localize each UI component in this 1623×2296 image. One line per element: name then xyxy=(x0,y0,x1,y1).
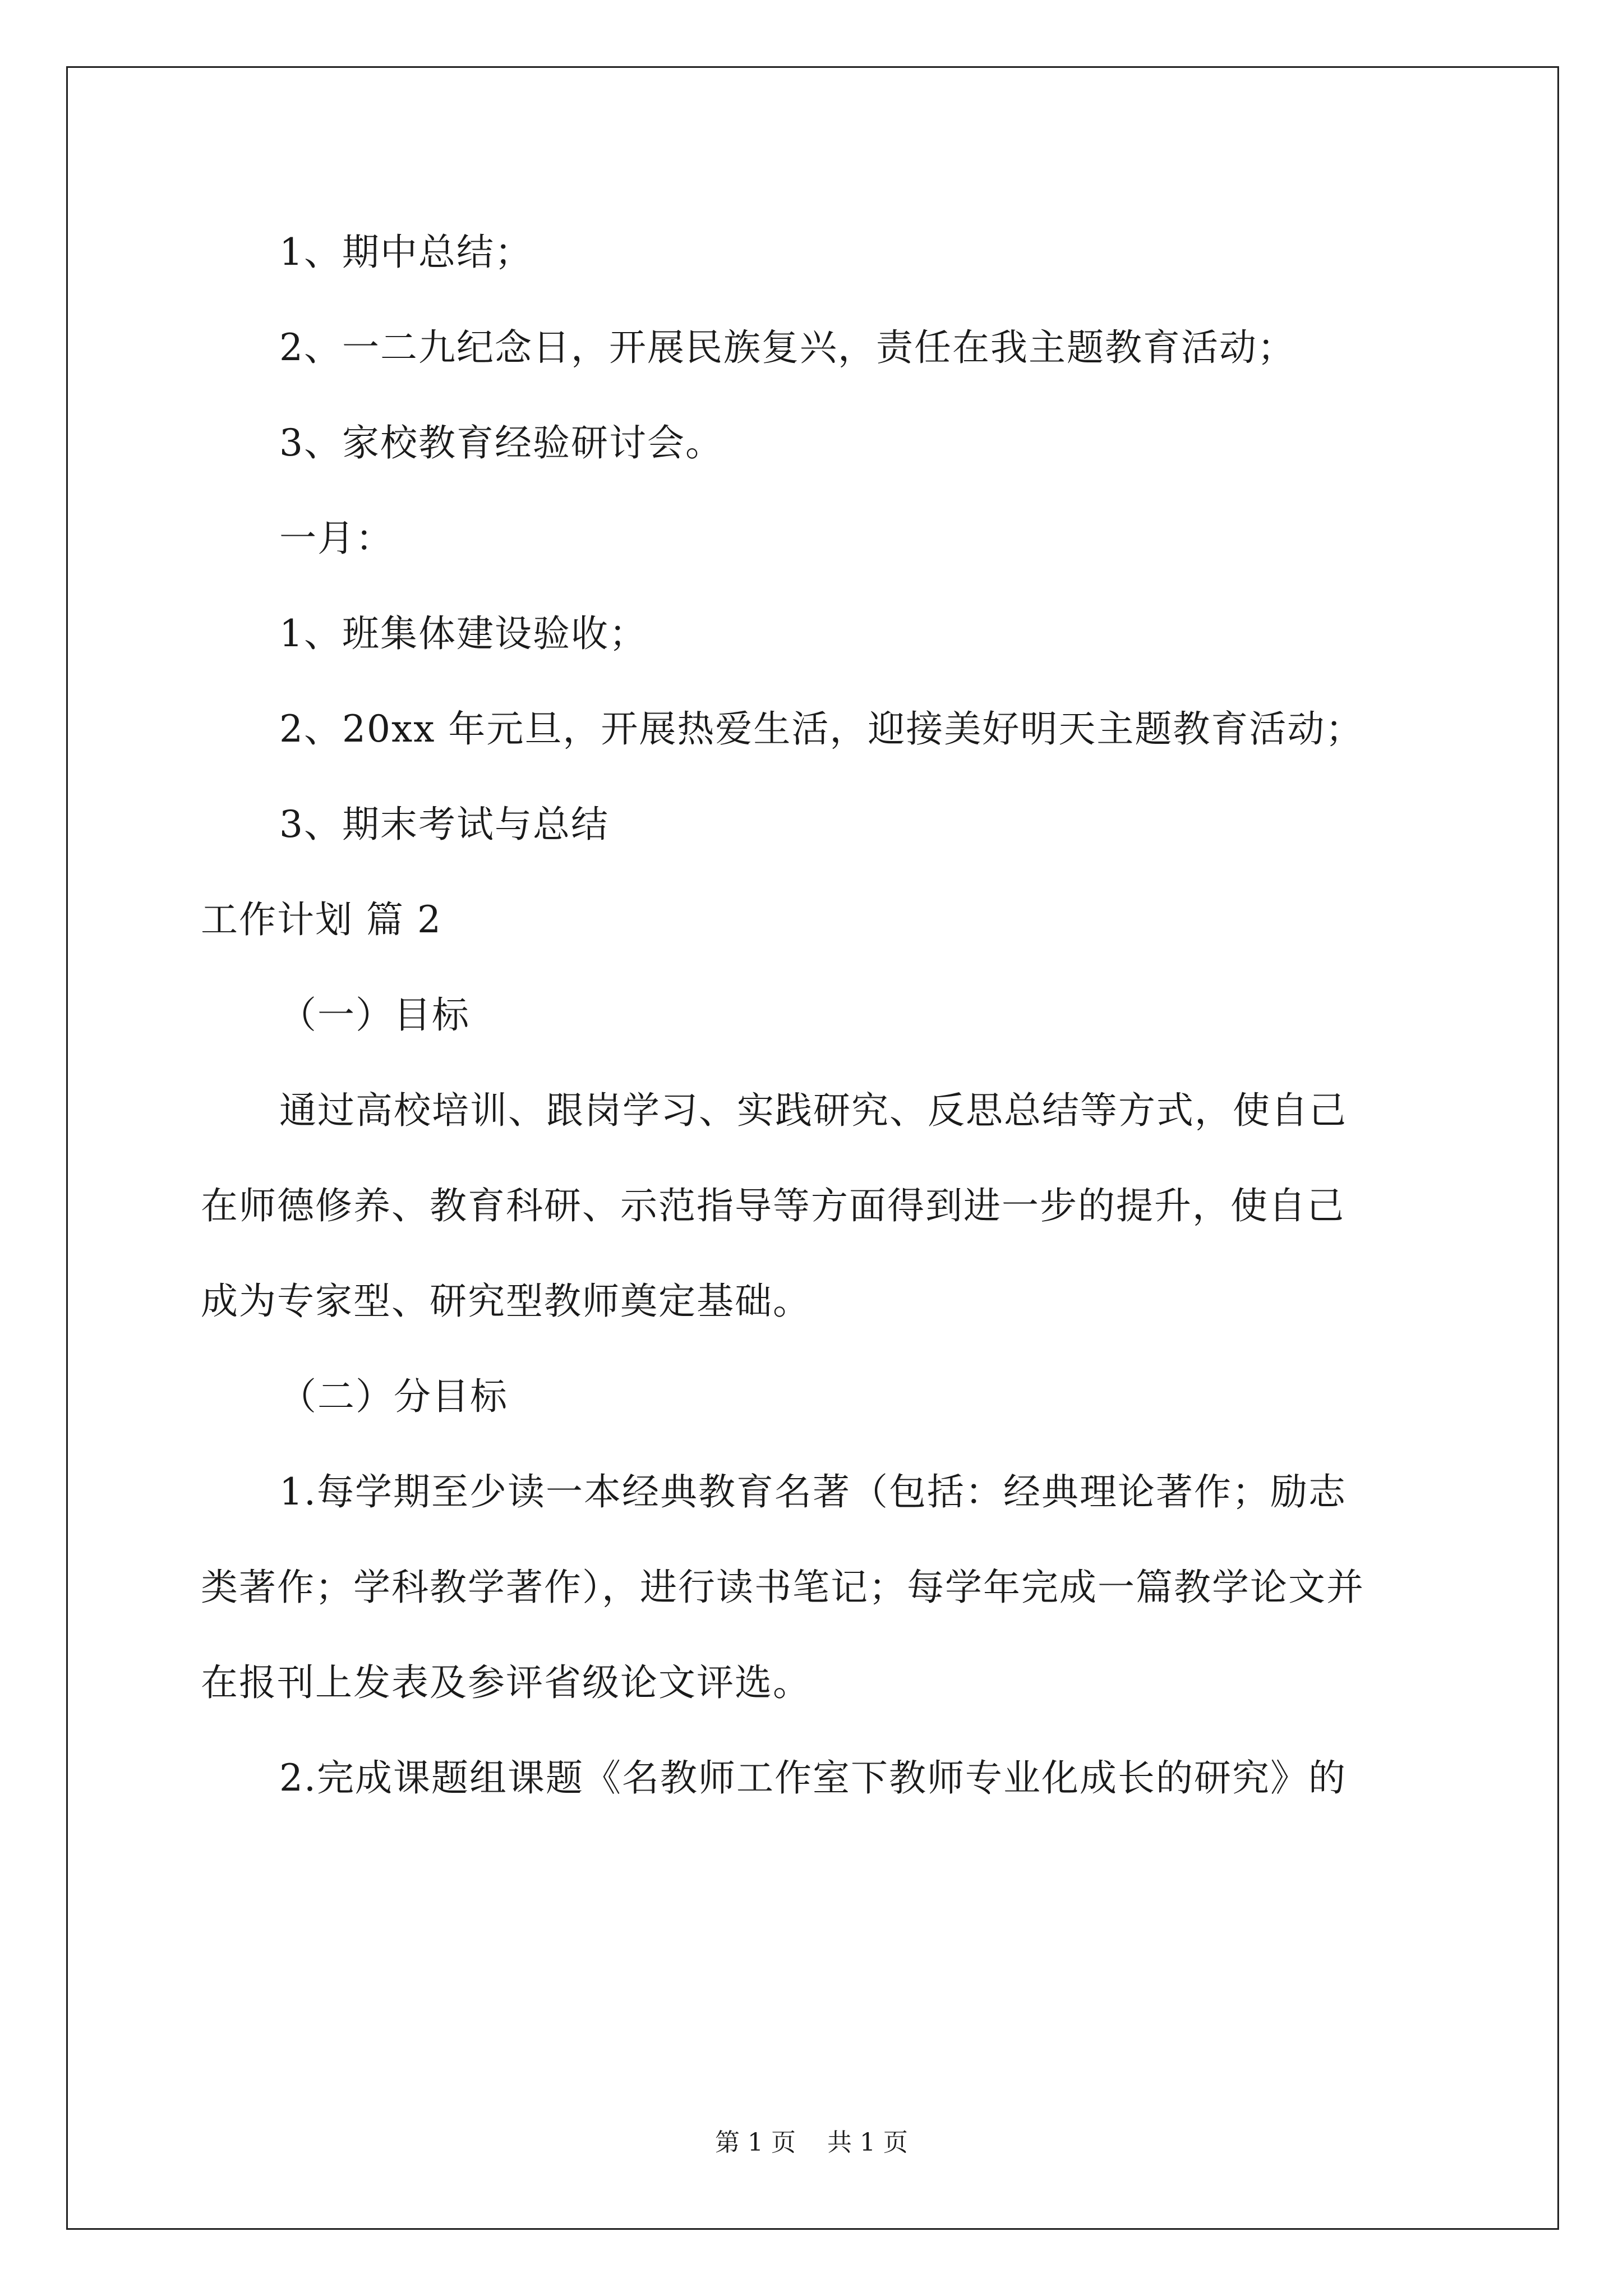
paragraph-line: 1.每学期至少读一本经典教育名著（包括：经典理论著作；励志 xyxy=(279,1470,1347,1513)
text-line: 1、班集体建设验收； xyxy=(279,612,647,655)
page-border xyxy=(66,66,1559,2230)
text-line: 3、家校教育经验研讨会。 xyxy=(279,421,723,464)
text-line: 2、20xx 年元旦，开展热爱生活，迎接美好明天主题教育活动； xyxy=(279,707,1364,751)
text-line: 3、期末考试与总结 xyxy=(279,803,609,846)
subheading: （一）目标 xyxy=(279,993,470,1037)
section-heading: 工作计划 篇 2 xyxy=(201,898,442,941)
subheading: （二）分目标 xyxy=(279,1375,508,1418)
paragraph-line: 类著作；学科教学著作），进行读书笔记；每学年完成一篇教学论文并 xyxy=(201,1566,1364,1609)
page-footer: 第 1 页 共 1 页 xyxy=(715,2128,908,2157)
text-line: 一月： xyxy=(279,517,394,560)
paragraph-line: 成为专家型、研究型教师奠定基础。 xyxy=(201,1280,811,1323)
paragraph-line: 在报刊上发表及参评省级论文评选。 xyxy=(201,1661,811,1704)
text-line: 2、一二九纪念日，开展民族复兴，责任在我主题教育活动； xyxy=(279,326,1295,369)
paragraph-line: 在师德修养、教育科研、示范指导等方面得到进一步的提升，使自己 xyxy=(201,1184,1345,1227)
paragraph-line: 2.完成课题组课题《名教师工作室下教师专业化成长的研究》的 xyxy=(279,1756,1347,1800)
paragraph-line: 通过高校培训、跟岗学习、实践研究、反思总结等方式，使自己 xyxy=(279,1089,1347,1132)
text-line: 1、期中总结； xyxy=(279,231,533,274)
